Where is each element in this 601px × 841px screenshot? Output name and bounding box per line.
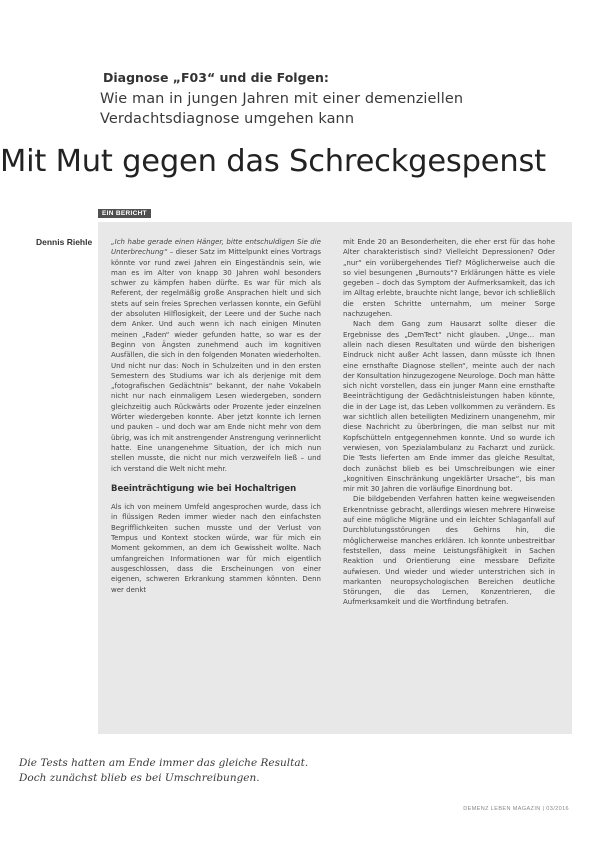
- section-heading: Beeinträchtigung wie bei Hochaltrigen: [111, 483, 297, 494]
- right-paragraph-3: Die bildgebenden Verfahren hatten keine wegweisenden Erkenntnisse gebracht, allerdings wiesen mehrere Hinweise auf eine mögliche Migräne und ein leichter Schlaganfall auf Durchblutungsstörungen des Gehirns hin, die möglicherweise manches erklären. Ich konnte unbestreitbar feststellen, dass meine Leistungsfähigkeit in Sachen Reaktion und Orientierung eine messbare Defizite aufwiesen. Und wieder und wieder unterstrichen sich in markanten neuropsychologischen Bereichen deutliche Störungen, die das Lernen, Konzentrieren, die Aufmerksamkeit und die Wortfindung betrafen.: [343, 495, 555, 607]
- subtitle-line-2: Verdachtsdiagnose umgehen kann: [100, 111, 355, 127]
- article-column-right: [343, 237, 555, 608]
- intro-quote: „Ich habe gerade einen Hänger, bitte entschuldigen Sie die Unterbrechung“: [111, 238, 321, 257]
- kicker: Diagnose „F03“ und die Folgen:: [103, 70, 329, 85]
- pull-quote-line-1: Die Tests hatten am Ende immer das gleiche Resultat.: [19, 757, 309, 769]
- right-paragraph-2: Nach dem Gang zum Hausarzt sollte dieser die Ergebnisse des „DemTect“ nicht glauben. „Unge… man allein nach diesen Resultaten und würde den bisherigen Eindruck nicht außer Acht lassen, dann müsste ich Ihnen eine ernsthafte Diagnose stellen“, meinte auch der nach der Konsultation hinzugezogene Neurologe. Doch man hätte sich nicht vorstellen, dass ein junger Mann eine ernsthafte Beeinträchtigung der Gedächtnisleistungen haben könnte, die in der Lage ist, das Leben vollkommen zu verändern. Es war sichtlich allen beteiligten Medizinern unangenehm, mir diese Nachricht zu überbringen, die man selbst nur mit Kopfschütteln entgegennehmen konnte. Und so wurde ich verwiesen, von Spezialambulanz zu Facharzt und zurück. Die Tests lieferten am Ende immer das gleiche Resultat, doch zunächst blieb es bei Umschreibungen wie einer „kognitiven Einschränkung ungeklärter Ursache“, bis man mir mit 30 Jahren die vorläufige Einordnung bot.: [343, 320, 555, 494]
- article-column-left: [111, 237, 321, 595]
- author-name: Dennis Riehle: [36, 237, 93, 247]
- pull-quote-line-2: Doch zunächst blieb es bei Umschreibungen.: [19, 772, 260, 784]
- subtitle-line-1: Wie man in jungen Jahren mit einer demenziellen: [100, 91, 464, 107]
- page-footer: DEMENZ LEBEN MAGAZIN | 03/2016: [463, 806, 569, 812]
- left-paragraph-1: – dieser Satz im Mittelpunkt eines Vortrags könnte vor rund zwei Jahren ein Eingeständnis sein, wie man es im Alter von knapp 30 Jahren wohl besonders schwer zu kämpfen haben dürfte. Es war für mich als Referent, der regelmäßig große Ansprachen hielt und sich stets auf sein freies Sprechen verlassen konnte, ein Gefühl der absoluten Hilflosigkeit, der Leere und der Suche nach dem Anker. Und auch wenn ich nach einigen Minuten meinen „Faden“ wieder gefunden hatte, so war es der Beginn von Ängsten zunehmend auch im kognitiven Ausfällen, die sich in den folgenden Monaten wiederholten. Und nicht nur das: Noch in Schulzeiten und in den ersten Semestern des Studiums war ich als derjenige mit dem „fotografischen Gedächtnis“ bekannt, der nahe Vokabeln nicht nur nach einmaligem Lesen wiedergeben, sondern gleichzeitig auch Rückwärts oder Prozente jeder einzelnen Wörter wiedergeben konnte. Aber jetzt konnte ich lernen und pauken – und doch war am Ende nicht mehr von dem übrig, was ich mit anstrengender Anstrengung verinnerlicht hatte. Eine unangenehme Situation, der ich mich nun stellen musste, die nicht nur mich verzweifeln ließ – und ich verstand die Welt nicht mehr.: [111, 248, 321, 473]
- section-tag: EIN BERICHT: [98, 209, 151, 218]
- right-paragraph-1: mit Ende 20 an Besonderheiten, die eher erst für das hohe Alter charakteristisch sind? Vielleicht Depressionen? Oder „nur“ ein vorübergehendes Tief? Möglicherweise auch die so viel besungenen „Burnouts“? Erklärungen hätte es viele gegeben – doch das Symptom der Aufmerksamkeit, das ich im Alltag erlebte, brauchte nicht lange, bevor ich schließlich die ersten Schritte unternahm, um meiner Sorge nachzugehen.: [343, 238, 555, 319]
- left-paragraph-2: Als ich von meinem Umfeld angesprochen wurde, dass ich in flüssigen Reden immer wieder nach den einfachsten Begrifflichkeiten suchen musste und der Verlust von Tempus und Kontext stocken würde, war für mich ein Moment gekommen, an dem ich Gewissheit wollte. Nach umfangreichen Informationen war für mich eigentlich ausgeschlossen, dass die Erscheinungen von einer eigenen, schweren Erkrankung stammen könnten. Denn wer denkt: [111, 503, 321, 594]
- headline: Mit Mut gegen das Schreckgespenst: [0, 144, 546, 179]
